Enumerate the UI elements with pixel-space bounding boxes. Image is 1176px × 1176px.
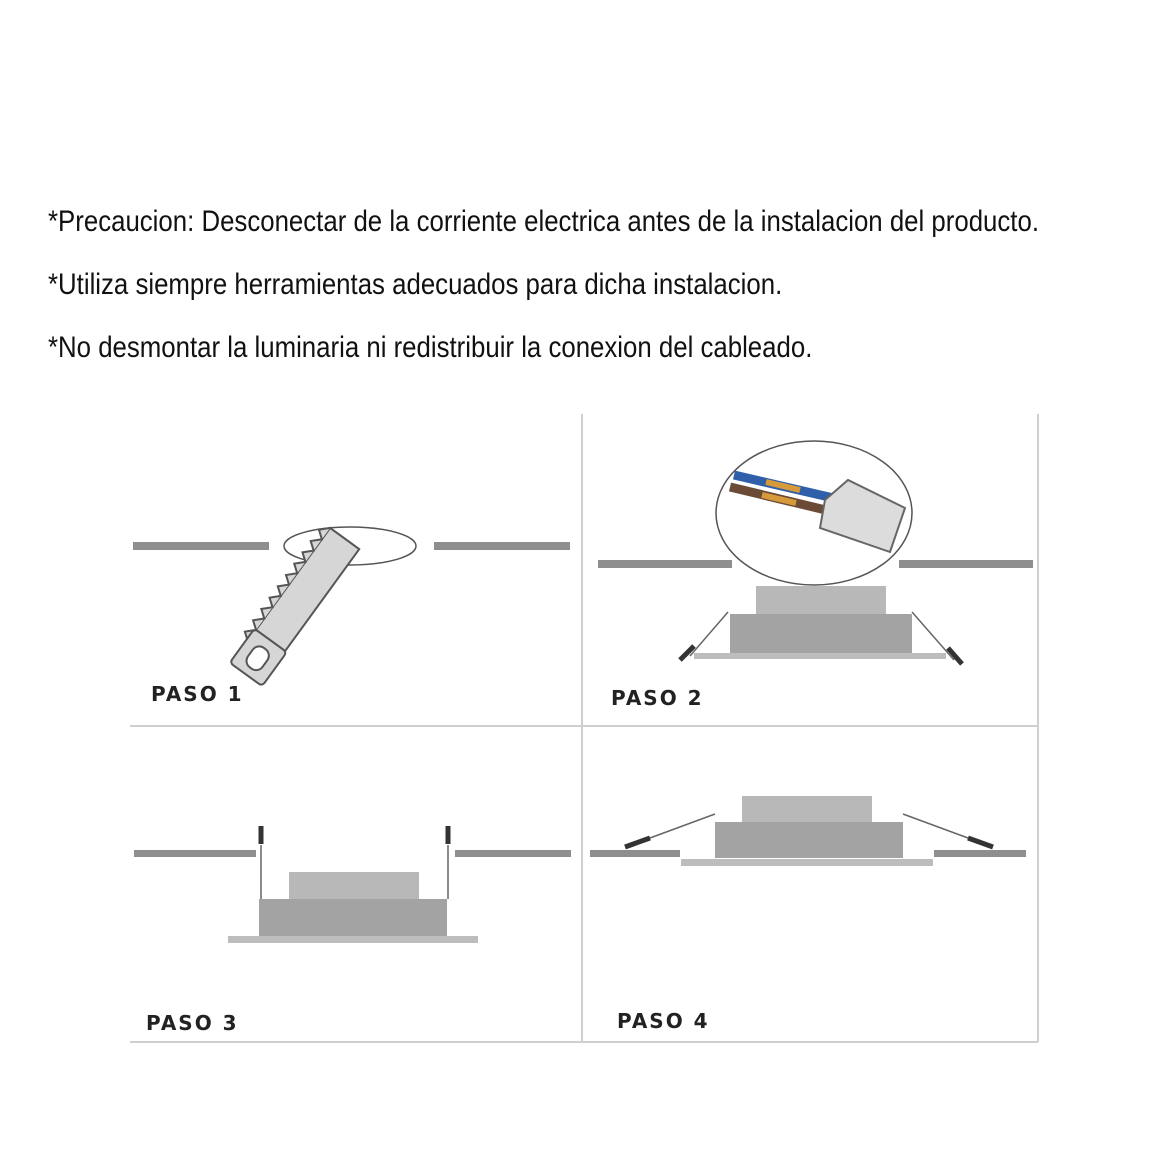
ceiling-right xyxy=(455,850,571,857)
step-3-panel xyxy=(134,826,571,1035)
lamp-driver xyxy=(756,586,886,614)
lamp-bezel xyxy=(681,859,933,866)
step-4-label: PASO 4 xyxy=(617,1009,710,1033)
step-2-panel xyxy=(598,441,1033,710)
lamp-bezel xyxy=(228,936,478,943)
step-3-label: PASO 3 xyxy=(146,1011,239,1035)
step-1-label: PASO 1 xyxy=(151,682,244,706)
lamp-driver xyxy=(289,872,419,899)
ceiling-left xyxy=(134,850,256,857)
ceiling-right xyxy=(934,850,1026,857)
note-no-disassemble: *No desmontar la luminaria ni redistribuir la conexion del cableado. xyxy=(48,331,813,364)
note-disconnect: *Precaucion: Desconectar de la corriente electrica antes de la instalacion del producto. xyxy=(48,205,1040,238)
step-4-panel xyxy=(590,796,1026,1033)
lamp-driver xyxy=(742,796,872,822)
step-2-label: PASO 2 xyxy=(611,686,704,710)
note-tools: *Utiliza siempre herramientas adecuados para dicha instalacion. xyxy=(48,268,783,301)
step-1-panel xyxy=(133,523,570,706)
lamp-body xyxy=(715,822,903,858)
ceiling-right xyxy=(434,542,570,550)
lamp-body xyxy=(730,614,912,654)
lamp-body xyxy=(259,899,447,937)
ceiling-right xyxy=(899,560,1033,568)
ceiling-left xyxy=(133,542,269,550)
lamp-bezel xyxy=(694,653,946,659)
ceiling-left xyxy=(590,850,680,857)
ceiling-left xyxy=(598,560,732,568)
